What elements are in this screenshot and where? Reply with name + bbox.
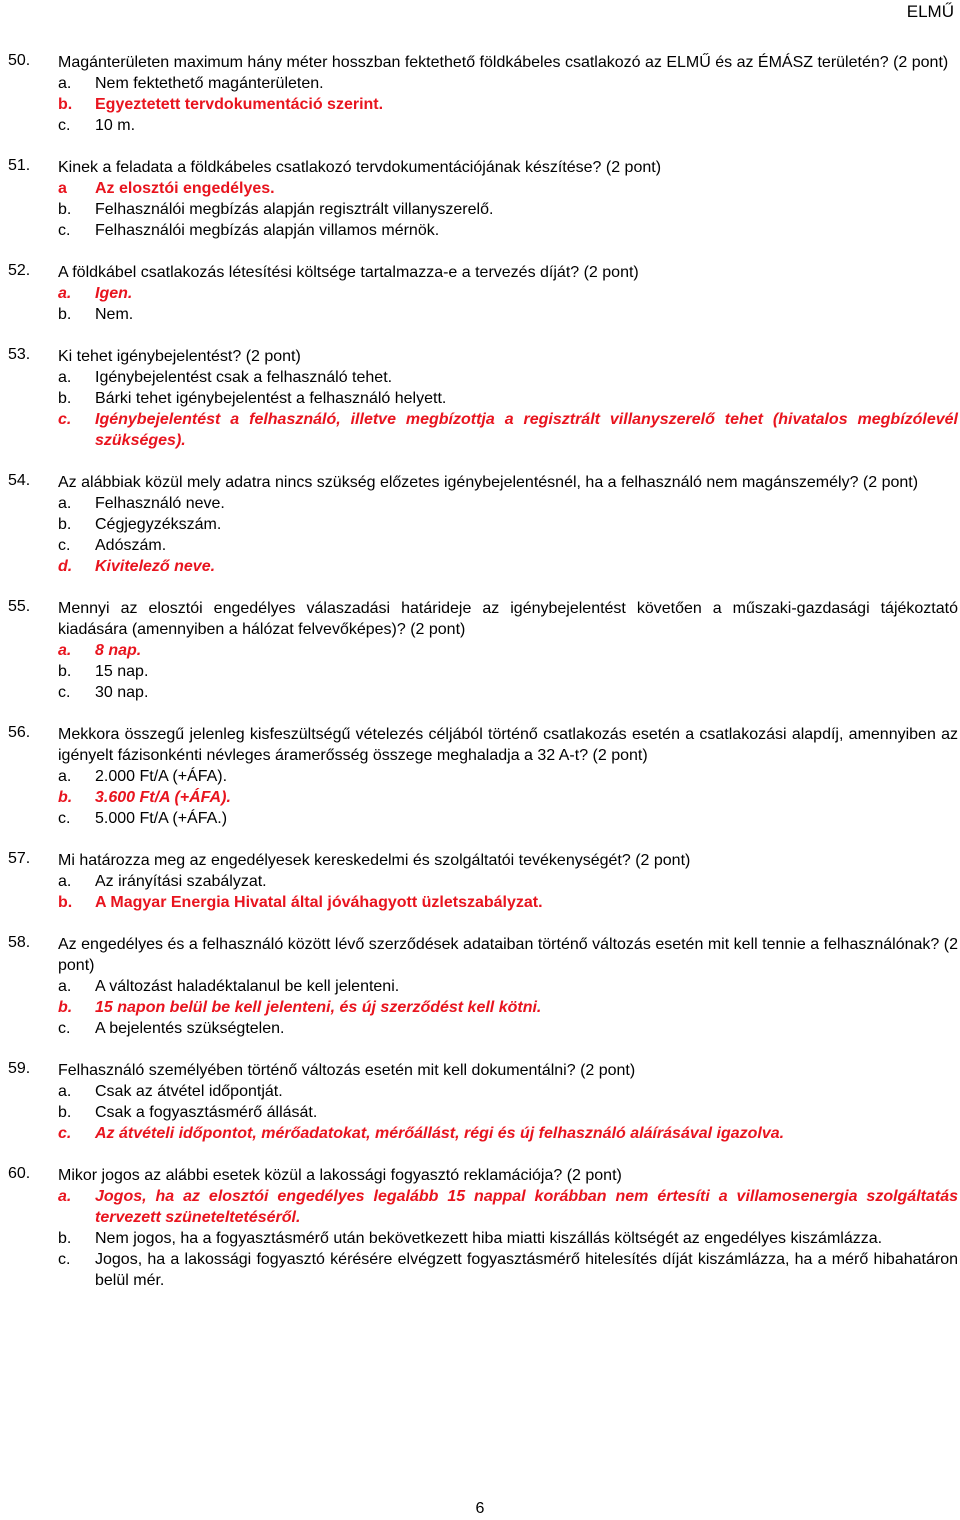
option-text: 30 nap.: [95, 684, 149, 701]
option-text: Igénybejelentést csak a felhasználó tehet.: [95, 369, 393, 386]
option-letter: c.: [58, 1251, 71, 1268]
option-text: Igen.: [95, 285, 133, 302]
question-text: Kinek a feladata a földkábeles csatlakozó tervdokumentációjának készítése? (2 pont): [58, 159, 662, 176]
option-text: Csak a fogyasztásmérő állását.: [95, 1104, 318, 1121]
question-text: Az engedélyes és a felhasználó között lévő szerződések adataiban történő változás esetén mit kell tennie a felhasználónak? (2 pont): [58, 936, 958, 974]
option-text: Csak az átvétel időpontját.: [95, 1083, 283, 1100]
answer-option: [58, 535, 958, 556]
option-letter: c.: [58, 1125, 72, 1142]
option-letter: d.: [58, 558, 73, 575]
option-text: Az átvételi időpontot, mérőadatokat, mérőállást, régi és új felhasználó aláírásával igazolva.: [95, 1125, 785, 1142]
option-text: Adószám.: [95, 537, 167, 554]
question-text: Mikor jogos az alábbi esetek közül a lakossági fogyasztó reklamációja? (2 pont): [58, 1167, 622, 1184]
correct-answer-option: [58, 94, 958, 115]
option-letter: a.: [58, 75, 72, 92]
option-letter: a: [58, 180, 67, 197]
option-text: 15 nap.: [95, 663, 149, 680]
question-number: 58.: [8, 934, 31, 951]
option-letter: c.: [58, 117, 71, 134]
question-number: 57.: [8, 850, 31, 867]
option-letter: b.: [58, 1230, 72, 1247]
option-text: Nem jogos, ha a fogyasztásmérő után bekövetkezett hiba miatti kiszállás költségét az engedélyes kiszámlázza.: [95, 1230, 883, 1247]
option-letter: b.: [58, 663, 72, 680]
answer-option: [58, 73, 958, 94]
question-text: Magánterületen maximum hány méter hosszban fektethető földkábeles csatlakozó az ELMŰ és az ÉMÁSZ területén? (2 pont): [58, 54, 949, 71]
answer-option: [58, 220, 958, 241]
answer-option: [58, 1249, 958, 1291]
question-54: [8, 472, 958, 577]
question-55: [8, 598, 958, 703]
question-50: [8, 52, 958, 136]
option-letter: a.: [58, 495, 72, 512]
question-53: [8, 346, 958, 451]
option-letter: a.: [58, 978, 72, 995]
option-letter: b.: [58, 96, 73, 113]
correct-answer-option: [58, 283, 958, 304]
answer-option: [58, 1228, 958, 1249]
question-number: 52.: [8, 262, 31, 279]
question-list: [8, 52, 958, 1312]
question-text: Mi határozza meg az engedélyesek kereskedelmi és szolgáltatói tevékenységét? (2 pont): [58, 852, 691, 869]
option-letter: b.: [58, 999, 73, 1016]
answer-option: [58, 514, 958, 535]
option-text: Nem.: [95, 306, 134, 323]
question-text: Ki tehet igénybejelentést? (2 pont): [58, 348, 301, 365]
question-number: 53.: [8, 346, 31, 363]
page-number: 6: [475, 1500, 485, 1517]
option-text: 15 napon belül be kell jelenteni, és új szerződést kell kötni.: [95, 999, 542, 1016]
option-text: A Magyar Energia Hivatal által jóváhagyott üzletszabályzat.: [95, 894, 543, 911]
answer-option: [58, 766, 958, 787]
option-letter: a.: [58, 369, 72, 386]
option-letter: c.: [58, 222, 71, 239]
question-text: Mekkora összegű jelenleg kisfeszültségű vételezés céljából történő csatlakozás esetén a csatlakozási alapdíj, amennyiben az igényelt fázisonkénti névleges áramerősség összege meghaladja a 32 A-t? (2 pont): [58, 726, 958, 764]
question-number: 60.: [8, 1165, 31, 1182]
option-letter: b.: [58, 516, 72, 533]
document-header: ELMŰ: [906, 2, 954, 21]
question-text: Mennyi az elosztói engedélyes válaszadási határideje az igénybejelentést követően a műszaki-gazdasági tájékoztató kiadására (amennyiben a hálózat felvevőképes)? (2 pont): [58, 600, 958, 638]
correct-answer-option: [58, 556, 958, 577]
answer-option: [58, 1102, 958, 1123]
option-text: Az elosztói engedélyes.: [95, 180, 275, 197]
correct-answer-option: [58, 892, 958, 913]
answer-option: [58, 1018, 958, 1039]
correct-answer-option: [58, 1186, 958, 1228]
question-number: 59.: [8, 1060, 31, 1077]
correct-answer-option: [58, 1123, 958, 1144]
answer-option: [58, 199, 958, 220]
question-text: Az alábbiak közül mely adatra nincs szükség előzetes igénybejelentésnél, ha a felhasználó nem magánszemély? (2 pont): [58, 474, 919, 491]
question-number: 55.: [8, 598, 31, 615]
option-letter: a.: [58, 642, 72, 659]
option-letter: b.: [58, 789, 73, 806]
question-56: [8, 724, 958, 829]
correct-answer-option: [58, 997, 958, 1018]
option-text: 8 nap.: [95, 642, 142, 659]
option-letter: b.: [58, 306, 72, 323]
question-text: A földkábel csatlakozás létesítési költsége tartalmazza-e a tervezés díját? (2 pont): [58, 264, 639, 281]
answer-option: [58, 304, 958, 325]
answer-option: [58, 388, 958, 409]
option-text: 3.600 Ft/A (+ÁFA).: [95, 789, 231, 806]
correct-answer-option: [58, 640, 958, 661]
answer-option: [58, 661, 958, 682]
answer-option: [58, 976, 958, 997]
answer-option: [58, 808, 958, 829]
correct-answer-option: [58, 178, 958, 199]
option-letter: a.: [58, 1083, 72, 1100]
question-57: [8, 850, 958, 913]
option-letter: c.: [58, 411, 72, 428]
option-letter: c.: [58, 810, 71, 827]
question-number: 51.: [8, 157, 31, 174]
question-text: Felhasználó személyében történő változás esetén mit kell dokumentálni? (2 pont): [58, 1062, 636, 1079]
option-text: Jogos, ha a lakossági fogyasztó kérésére elvégzett fogyasztásmérő hitelesítés díját kiszámlázza, ha a mérő hibahatáron belül mér.: [95, 1251, 958, 1289]
option-text: Felhasználói megbízás alapján villamos mérnök.: [95, 222, 440, 239]
option-text: Jogos, ha az elosztói engedélyes legalább 15 nappal korábban nem értesíti a villamosenergia szolgáltatás tervezett szüneteltetéséről.: [95, 1188, 958, 1226]
option-text: 5.000 Ft/A (+ÁFA.): [95, 810, 228, 827]
option-text: Bárki tehet igénybejelentést a felhasználó helyett.: [95, 390, 447, 407]
option-letter: b.: [58, 201, 72, 218]
option-text: Felhasználó neve.: [95, 495, 225, 512]
option-letter: a.: [58, 1188, 72, 1205]
option-text: Egyeztetett tervdokumentáció szerint.: [95, 96, 384, 113]
question-59: [8, 1060, 958, 1144]
correct-answer-option: [58, 409, 958, 451]
option-text: 10 m.: [95, 117, 136, 134]
question-51: [8, 157, 958, 241]
option-text: A változást haladéktalanul be kell jelenteni.: [95, 978, 400, 995]
answer-option: [58, 115, 958, 136]
option-letter: b.: [58, 1104, 72, 1121]
answer-option: [58, 367, 958, 388]
option-text: Cégjegyzékszám.: [95, 516, 222, 533]
option-text: Az irányítási szabályzat.: [95, 873, 267, 890]
question-52: [8, 262, 958, 325]
question-58: [8, 934, 958, 1039]
question-60: [8, 1165, 958, 1291]
option-text: Nem fektethető magánterületen.: [95, 75, 324, 92]
option-letter: c.: [58, 684, 71, 701]
option-text: Felhasználói megbízás alapján regisztrált villanyszerelő.: [95, 201, 494, 218]
correct-answer-option: [58, 787, 958, 808]
option-letter: a.: [58, 768, 72, 785]
option-letter: c.: [58, 1020, 71, 1037]
option-text: Igénybejelentést a felhasználó, illetve megbízottja a regisztrált villanyszerelő tehet (hivatalos megbízólevél szükséges).: [95, 411, 958, 449]
option-text: Kivitelező neve.: [95, 558, 216, 575]
option-letter: c.: [58, 537, 71, 554]
option-text: A bejelentés szükségtelen.: [95, 1020, 285, 1037]
answer-option: [58, 871, 958, 892]
answer-option: [58, 1081, 958, 1102]
question-number: 54.: [8, 472, 31, 489]
option-text: 2.000 Ft/A (+ÁFA).: [95, 768, 228, 785]
answer-option: [58, 682, 958, 703]
answer-option: [58, 493, 958, 514]
option-letter: a.: [58, 873, 72, 890]
option-letter: b.: [58, 894, 73, 911]
option-letter: b.: [58, 390, 72, 407]
question-number: 50.: [8, 52, 31, 69]
question-number: 56.: [8, 724, 31, 741]
option-letter: a.: [58, 285, 72, 302]
